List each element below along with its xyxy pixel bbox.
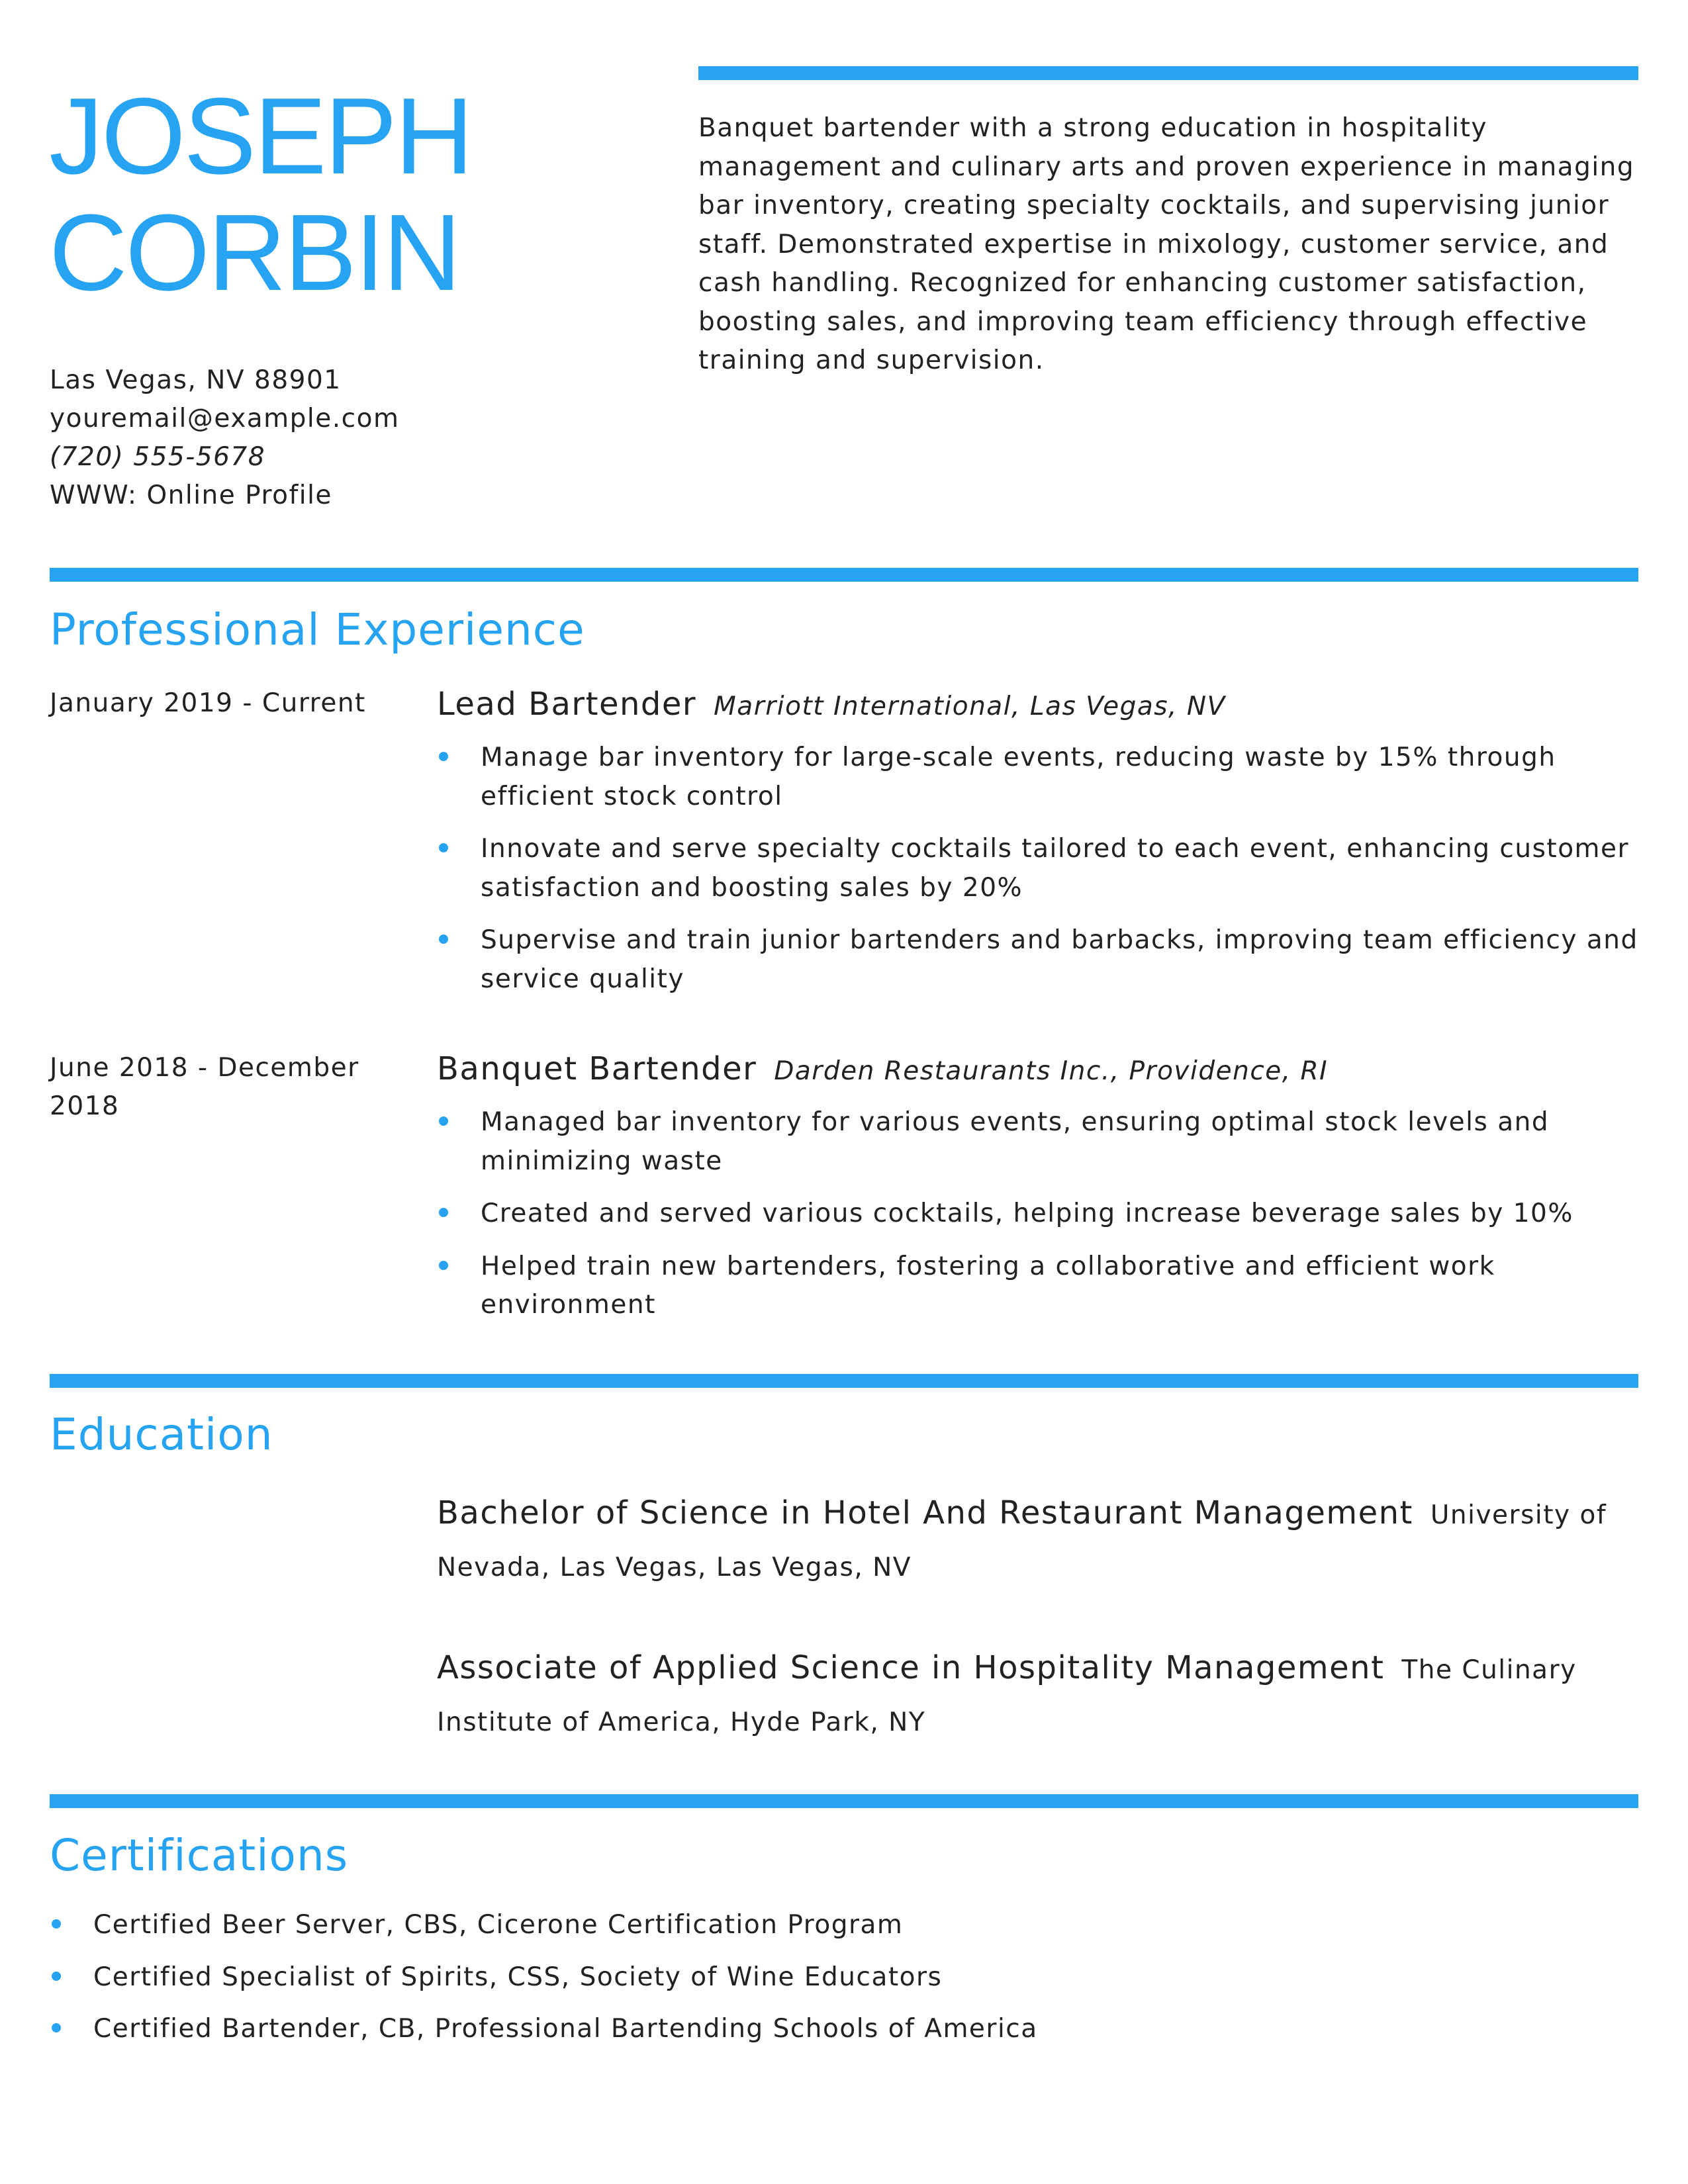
certification-bullet-list [50,1906,1638,2049]
bullet-icon [52,1919,61,1929]
bullet-text: Managed bar inventory for various events, ensuring optimal stock levels and minimizing waste [481,1107,1550,1176]
experience-divider [50,568,1638,582]
job-company: Marriott International, Las Vegas, NV [714,692,1226,721]
bullet-text: Innovate and serve specialty cocktails tailored to each event, enhancing customer satisfaction and boosting sales by 20% [481,834,1630,903]
certifications-section-title: Certifications [50,1830,349,1881]
degree-name: Associate of Applied Science in Hospitality Management [437,1649,1385,1686]
education-entry [437,1489,1638,1596]
bullet-icon [439,934,448,944]
list-item [437,830,1638,907]
job-company: Darden Restaurants Inc., Providence, RI [774,1056,1329,1086]
bullet-icon [52,2023,61,2032]
contact-info [50,361,399,515]
job-bullet-list [437,1103,1638,1325]
education-section-title: Education [50,1409,273,1460]
bullet-icon [439,843,448,852]
job-details [437,684,1638,1013]
education-divider [50,1374,1638,1388]
website-link[interactable]: WWW: Online Profile [50,480,332,510]
bullet-text: Created and served various cocktails, helping increase beverage sales by 10% [481,1199,1573,1228]
list-item [437,1103,1638,1181]
list-item [437,1195,1638,1234]
certification-text: Certified Beer Server, CBS, Cicerone Certification Program [93,1910,904,1940]
bullet-icon [439,1116,448,1126]
experience-section-title: Professional Experience [50,604,585,655]
list-item [50,2010,1638,2049]
education-entry [437,1644,1638,1751]
bullet-icon [439,1208,448,1217]
job-heading [437,684,1638,727]
list-item [50,1906,1638,1945]
job-dates: January 2019 - Current [50,688,366,718]
certification-text: Certified Bartender, CB, Professional Bartending Schools of America [93,2014,1038,2044]
list-item [437,739,1638,816]
job-dates: June 2018 - December 2018 [50,1053,359,1121]
professional-summary: Banquet bartender with a strong education in hospitality management and culinary arts and proven experience in managing bar inventory, creating specialty cocktails, and supervising junior staff. Demonstrated expertise in mixology, customer service, and cash handling. Recognized for enhancing customer satisfaction, boosting sales, and improving team efficiency through effective training and supervision. [698,113,1635,375]
job-title: Lead Bartender [437,686,697,723]
bullet-icon [439,752,448,761]
first-name: JOSEPH [49,75,472,197]
job-details [437,1049,1638,1339]
location-text: Las Vegas, NV 88901 [50,365,342,395]
last-name: CORBIN [49,192,459,313]
summary-top-rule [698,66,1638,80]
certifications-list [50,1906,1638,2062]
list-item [437,921,1638,999]
school-name: University of Nevada, Las Vegas, Las Vegas, NV [437,1500,1607,1582]
list-item [50,1958,1638,1997]
bullet-text: Manage bar inventory for large-scale events, reducing waste by 15% through efficient stock control [481,743,1556,811]
school-name: The Culinary Institute of America, Hyde Park, NY [437,1655,1577,1737]
degree-name: Bachelor of Science in Hotel And Restaurant Management [437,1494,1413,1531]
bullet-icon [439,1261,448,1270]
job-bullet-list [437,739,1638,999]
certification-text: Certified Specialist of Spirits, CSS, Society of Wine Educators [93,1962,943,1992]
bullet-text: Supervise and train junior bartenders and barbacks, improving team efficiency and service quality [481,925,1638,994]
job-title: Banquet Bartender [437,1050,757,1087]
job-heading [437,1049,1638,1091]
candidate-name [49,75,645,313]
list-item [437,1248,1638,1325]
bullet-icon [52,1972,61,1981]
bullet-text: Helped train new bartenders, fostering a collaborative and efficient work environment [481,1251,1495,1320]
phone-text: (720) 555-5678 [50,442,266,472]
email-text: youremail@example.com [50,404,400,433]
certifications-divider [50,1794,1638,1808]
